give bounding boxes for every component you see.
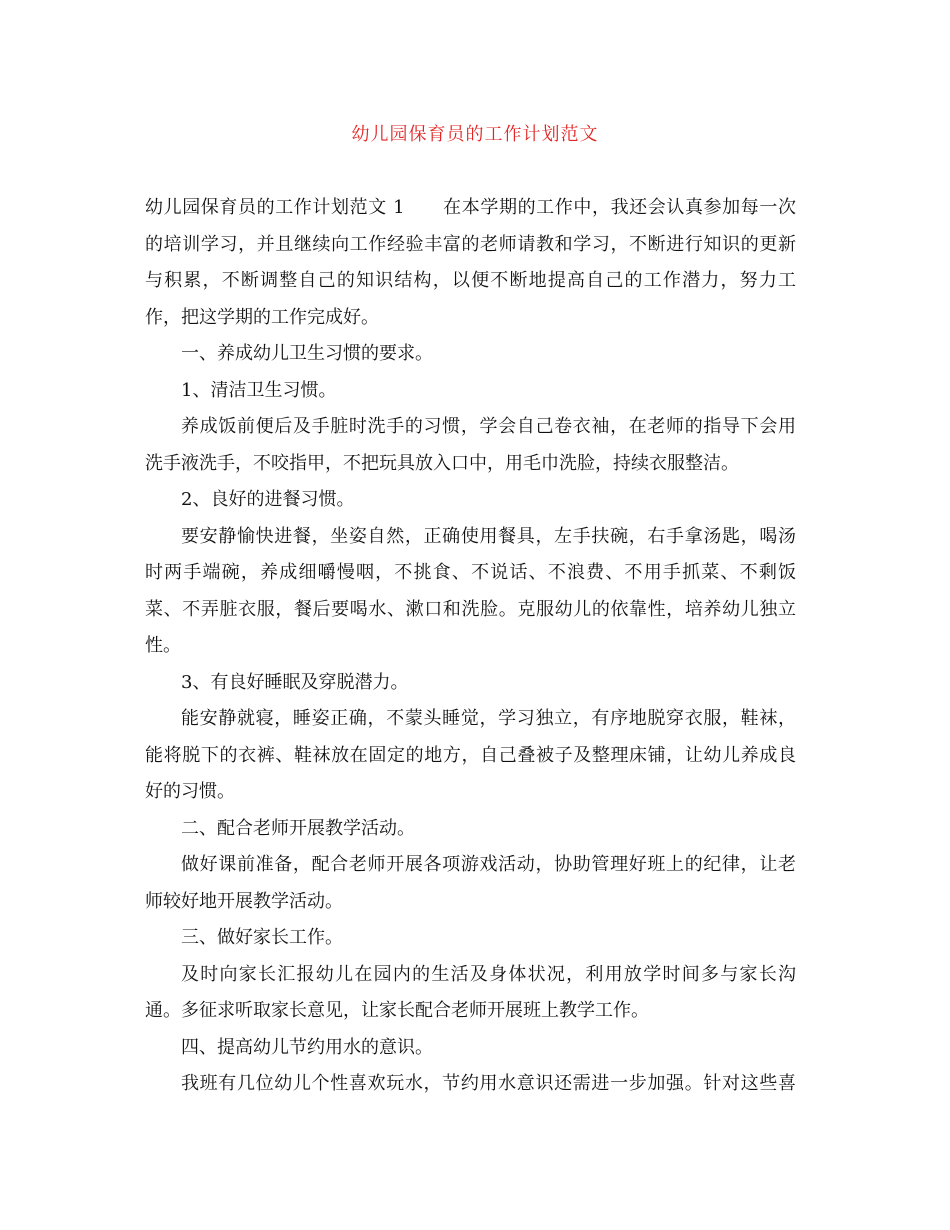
paragraph-line: 师较好地开展教学活动。 — [145, 891, 343, 912]
paragraph-line: 好的习惯。 — [145, 781, 235, 802]
paragraph-line: 洗手液洗手，不咬指甲，不把玩具放入口中，用毛巾洗脸，持续衣服整洁。 — [145, 453, 739, 474]
paragraph-line: 时两手端碗，养成细嚼慢咽，不挑食、不说话、不浪费、不用手抓菜、不剩饭 — [145, 562, 796, 583]
intro-line-1 — [145, 193, 796, 223]
section-heading: 四、提高幼儿节约用水的意识。 — [181, 1037, 433, 1058]
section-heading: 一、养成幼儿卫生习惯的要求。 — [181, 343, 433, 364]
paragraph-line: 作，把这学期的工作完成好。 — [145, 307, 379, 328]
paragraph-line: 要安静愉快进餐，坐姿自然，正确使用餐具，左手扶碗，右手拿汤匙，喝汤 — [181, 526, 796, 547]
subsection-heading: 1、清洁卫生习惯。 — [181, 380, 337, 401]
paragraph-line: 能安静就寝，睡姿正确，不蒙头睡觉，学习独立，有序地脱穿衣服，鞋袜， — [181, 708, 796, 729]
paragraph-line: 及时向家长汇报幼儿在园内的生活及身体状况，利用放学时间多与家长沟 — [181, 964, 796, 985]
section-heading: 三、做好家长工作。 — [181, 927, 343, 948]
paragraph-line: 的培训学习，并且继续向工作经验丰富的老师请教和学习，不断进行知识的更新 — [145, 234, 796, 255]
paragraph-line: 我班有几位幼儿个性喜欢玩水，节约用水意识还需进一步加强。针对这些喜 — [181, 1073, 796, 1094]
document-title: 幼儿园保育员的工作计划范文 — [351, 124, 599, 145]
paragraph-line: 菜、不弄脏衣服，餐后要喝水、漱口和洗脸。克服幼儿的依靠性，培养幼儿独立 — [145, 599, 796, 620]
subsection-heading: 2、良好的进餐习惯。 — [181, 489, 355, 510]
paragraph-line: 性。 — [145, 635, 181, 656]
section-heading: 二、配合老师开展教学活动。 — [181, 818, 415, 839]
paragraph-line: 能将脱下的衣裤、鞋袜放在固定的地方，自己叠被子及整理床铺，让幼儿养成良 — [145, 745, 796, 766]
paragraph-line: 做好课前准备，配合老师开展各项游戏活动，协助管理好班上的纪律，让老 — [181, 854, 796, 875]
paragraph-line: 养成饭前便后及手脏时洗手的习惯，学会自己卷衣袖，在老师的指导下会用 — [181, 416, 796, 437]
paragraph-line: 通。多征求听取家长意见，让家长配合老师开展班上教学工作。 — [145, 1000, 649, 1021]
paragraph-line: 与积累，不断调整自己的知识结构，以便不断地提高自己的工作潜力，努力工 — [145, 270, 796, 291]
paragraph-text: 在本学期的工作中，我还会认真参加每一次 — [442, 197, 796, 218]
subsection-heading: 3、有良好睡眠及穿脱潜力。 — [181, 672, 409, 693]
intro-heading: 幼儿园保育员的工作计划范文 1 — [145, 197, 405, 218]
